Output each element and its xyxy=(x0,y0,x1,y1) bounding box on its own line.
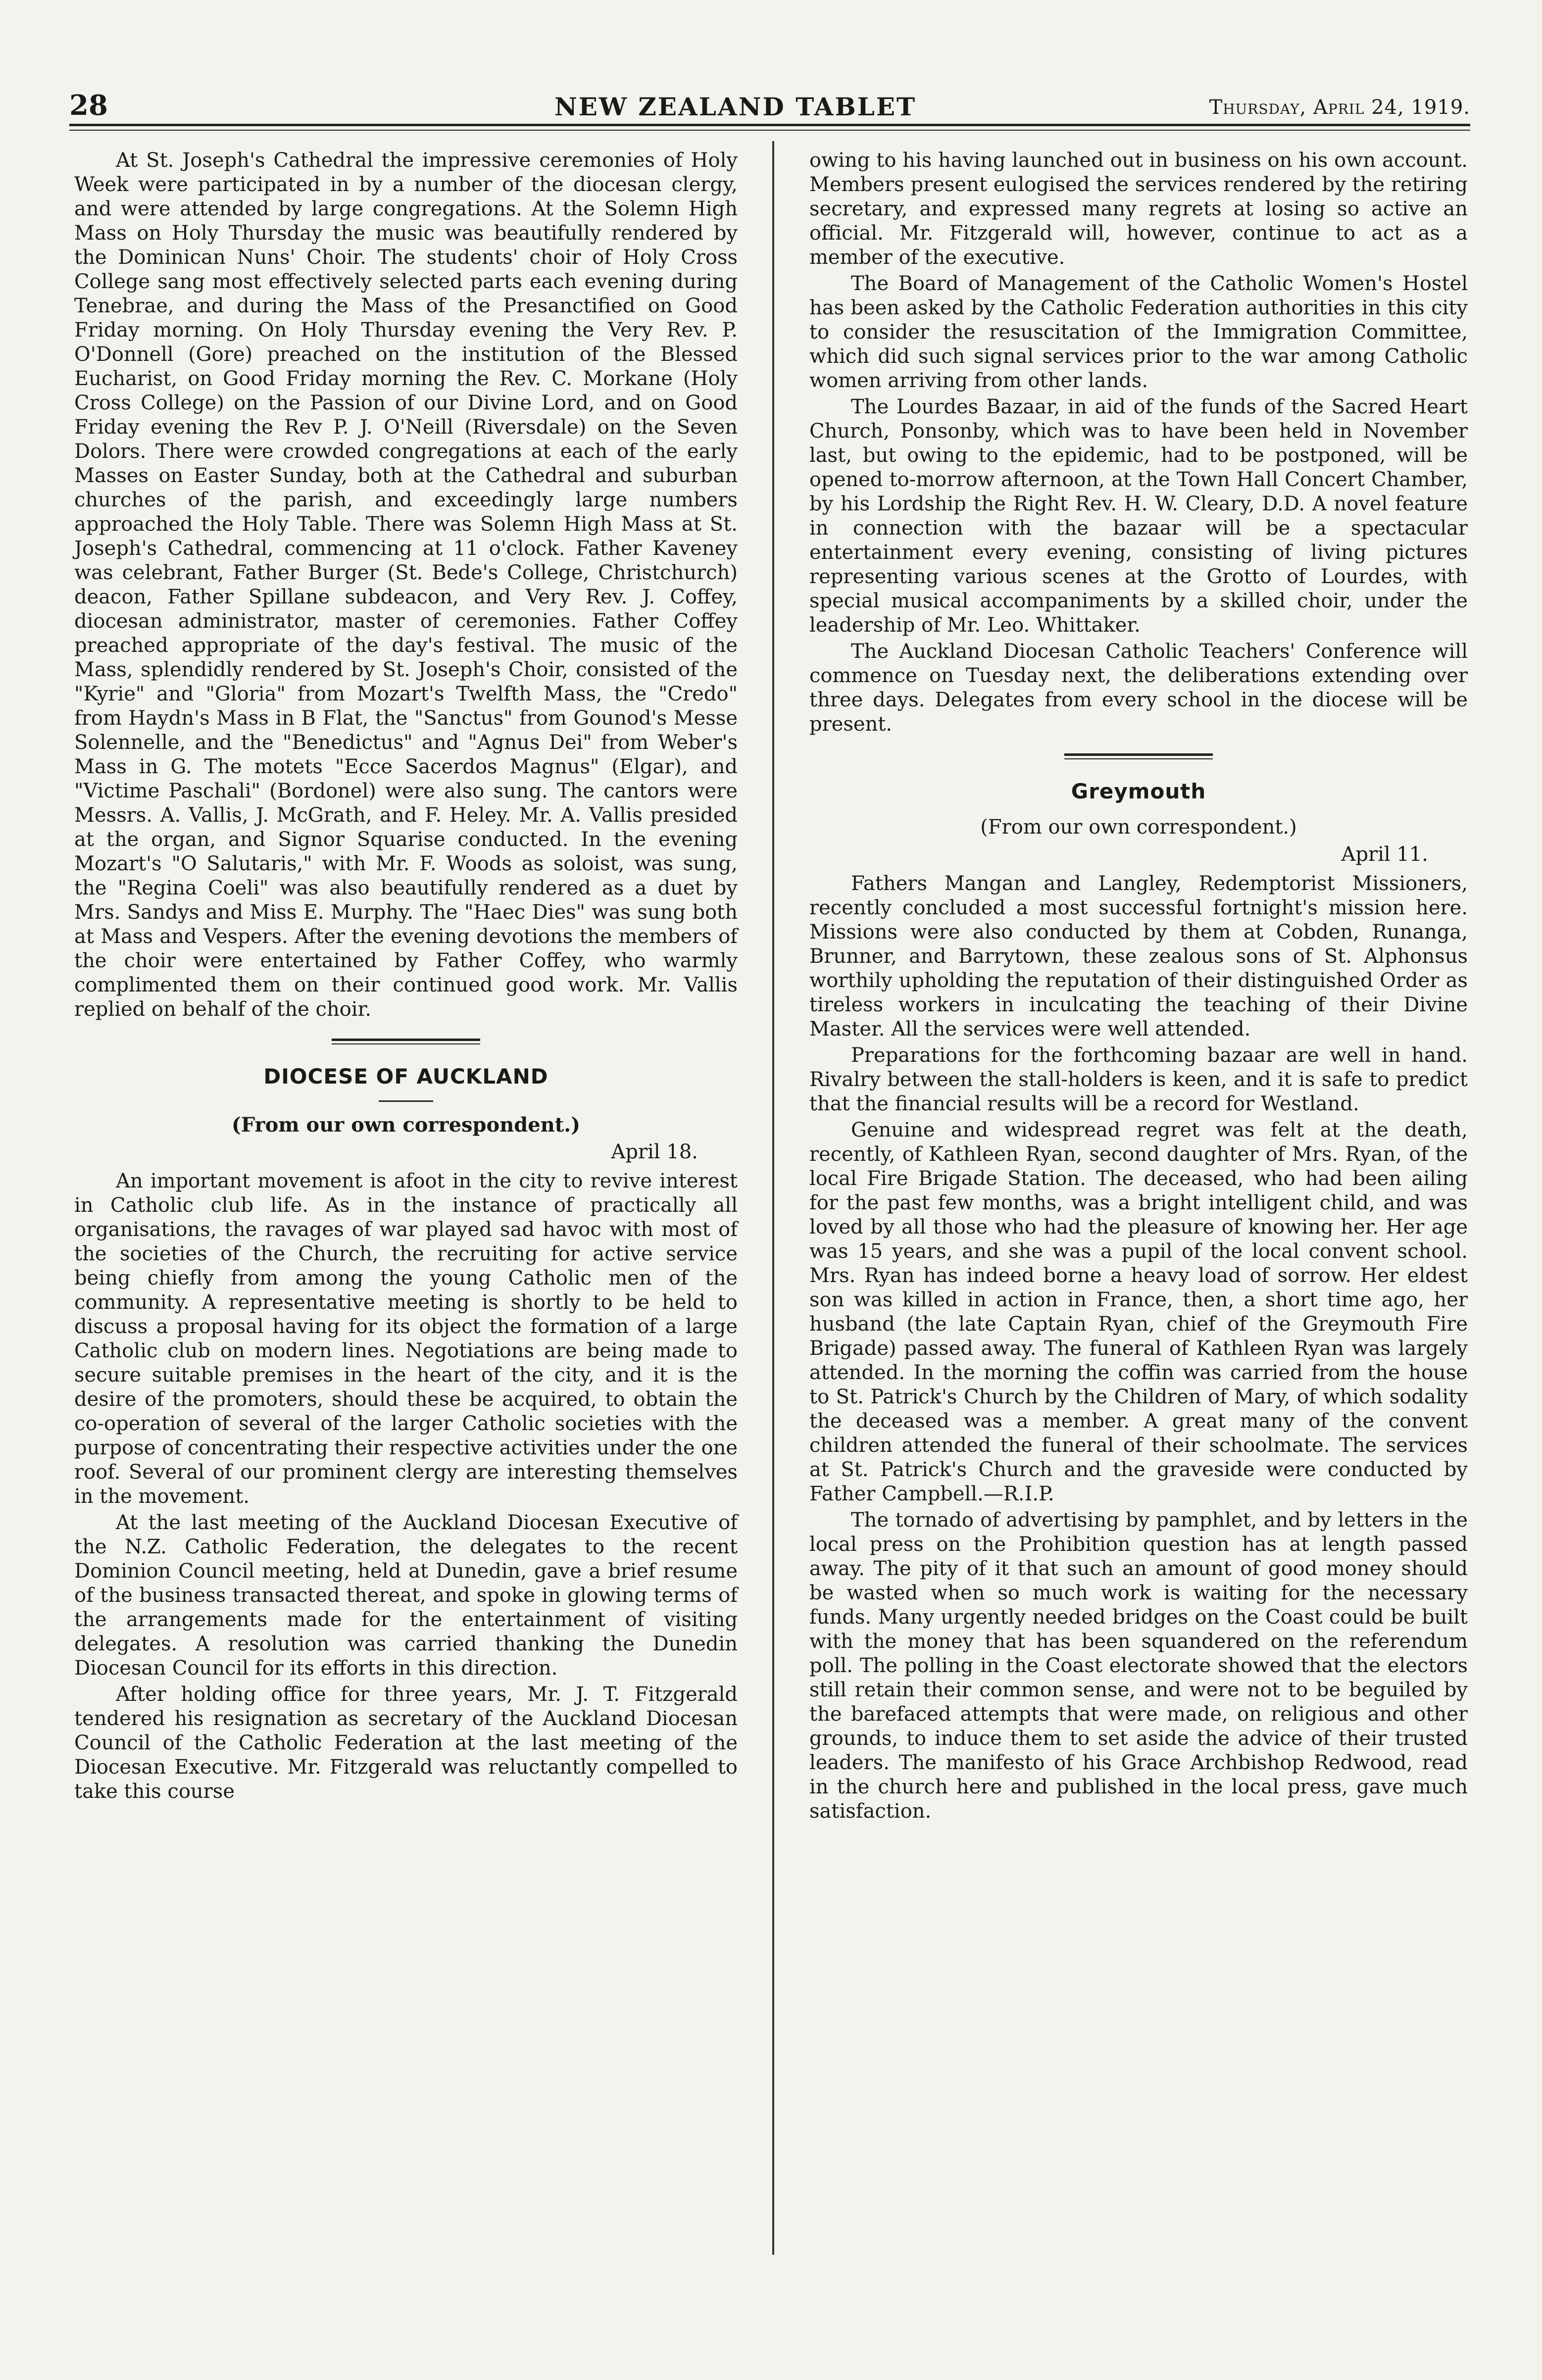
greymouth-paragraph: Fathers Mangan and Langley, Redemptorist Missioners, recently concluded a most successful fortnight's mission here. Missions were also conducted by them at Cobden, Runanga, Brunner, and Barrytown, these zealous sons of St. Alphonsus worthily upholding the reputation of their distinguished Order as tireless workers in inculcating the teaching of their Divine Master. All the services were well attended. xyxy=(809,872,1468,1041)
page-header xyxy=(69,89,1470,124)
continuation-paragraph: The Lourdes Bazaar, in aid of the funds of the Sacred Heart Church, Ponsonby, which was to have been held in November last, but owing to the epidemic, had to be postponed, will be opened to-morrow afternoon, at the Town Hall Concert Chamber, by his Lordship the Right Rev. H. W. Cleary, D.D. A novel feature in connection with the bazaar will be a spectacular entertainment every evening, consisting of living pictures representing various scenes at the Grotto of Lourdes, with special musical accompaniments by a skilled choir, under the leadership of Mr. Leo. Whittaker. xyxy=(809,396,1468,637)
column-divider xyxy=(772,141,774,2255)
greymouth-paragraph: Preparations for the forthcoming bazaar are well in hand. Rivalry between the stall-holders is keen, and it is safe to predict that the financial results will be a record for Westland. xyxy=(809,1044,1468,1115)
greymouth-correspondent: (From our own correspondent.) xyxy=(980,816,1297,839)
section-separator xyxy=(332,1039,480,1044)
greymouth-dateline: April 11. xyxy=(1341,843,1428,866)
auckland-paragraph: After holding office for three years, Mr. J. T. Fitzgerald tendered his resignation as secretary of the Auckland Diocesan Council of the Catholic Federation at the last meeting of the Diocesan Executive. Mr. Fitzgerald was reluctantly compelled to take this course xyxy=(74,1683,738,1803)
continuation-paragraph: The Auckland Diocesan Catholic Teachers' Conference will commence on Tuesday next, the deliberations extending over three days. Delegates from every school in the diocese will be present. xyxy=(809,640,1468,736)
auckland-heading: DIOCESE OF AUCKLAND xyxy=(263,1064,548,1089)
right-column xyxy=(809,149,1468,1824)
cathedral-paragraph: At St. Joseph's Cathedral the impressive ceremonies of Holy Week were participated in by a number of the diocesan clergy, and were attended by large congregations. At the Solemn High Mass on Holy Thursday the music was beautifully rendered by the Dominican Nuns' Choir. The students' choir of Holy Cross College sang most effectively selected parts each evening during Tenebrae, and during the Mass of the Presanctified on Good Friday morning. On Holy Thursday evening the Very Rev. P. O'Donnell (Gore) preached on the institution of the Blessed Eucharist, on Good Friday morning the Rev. C. Morkane (Holy Cross College) on the Passion of our Divine Lord, and on Good Friday evening the Rev P. J. O'Neill (Riversdale) on the Seven Dolors. There were crowded congregations at each of the early Masses on Easter Sunday, both at the Cathedral and suburban churches of the parish, and exceedingly large numbers approached the Holy Table. There was Solemn High Mass at St. Joseph's Cathedral, commencing at 11 o'clock. Father Kaveney was celebrant, Father Burger (St. Bede's College, Christchurch) deacon, Father Spillane subdeacon, and Very Rev. J. Coffey, diocesan administrator, master of ceremonies. Father Coffey preached appropriate of the day's festival. The music of the Mass, splendidly rendered by St. Joseph's Choir, consisted of the "Kyrie" and "Gloria" from Mozart's Twelfth Mass, the "Credo" from Haydn's Mass in B Flat, the "Sanctus" from Gounod's Messe Solennelle, and the "Benedictus" and "Agnus Dei" from Weber's Mass in G. The motets "Ecce Sacerdos Magnus" (Elgar), and "Victime Paschali" (Bordonel) were also sung. The cantors were Messrs. A. Vallis, J. McGrath, and F. Heley. Mr. A. Vallis presided at the organ, and Signor Squarise conducted. In the evening Mozart's "O Salutaris," with Mr. F. Woods as soloist, was sung, the "Regina Coeli" was also beautifully rendered as a duet by Mrs. Sandys and Miss E. Murphy. The "Haec Dies" was sung both at Mass and Vespers. After the evening devotions the members of the choir were entertained by Father Coffey, who warmly complimented them on their continued good work. Mr. Vallis replied on behalf of the choir. xyxy=(74,149,738,1021)
header-rule xyxy=(69,124,1470,126)
issue-date: Thursday, April 24, 1919. xyxy=(1209,96,1470,119)
continuation-paragraph: The Board of Management of the Catholic Women's Hostel has been asked by the Catholic Federation authorities in this city to consider the resuscitation of the Immigration Committee, which did such signal services prior to the war among Catholic women arriving from other lands. xyxy=(809,272,1468,392)
page-number: 28 xyxy=(69,89,108,122)
greymouth-heading: Greymouth xyxy=(1071,779,1206,803)
auckland-correspondent: (From our own correspondent.) xyxy=(231,1113,581,1137)
masthead-title: NEW ZEALAND TABLET xyxy=(554,92,917,121)
auckland-paragraph: At the last meeting of the Auckland Diocesan Executive of the N.Z. Catholic Federation, the delegates to the recent Dominion Council meeting, held at Dunedin, gave a brief resume of the business transacted thereat, and spoke in glowing terms of the arrangements made for the entertainment of visiting delegates. A resolution was carried thanking the Dunedin Diocesan Council for its efforts in this direction. xyxy=(74,1511,738,1680)
continuation-paragraph: owing to his having launched out in business on his own account. Members present eulogised the services rendered by the retiring secretary, and expressed many regrets at losing so active an official. Mr. Fitzgerald will, however, continue to act as a member of the executive. xyxy=(809,149,1468,269)
header-rule-thin xyxy=(69,130,1470,131)
heading-rule xyxy=(379,1100,433,1102)
left-column xyxy=(74,149,738,1804)
greymouth-paragraph: Genuine and widespread regret was felt at the death, recently, of Kathleen Ryan, second daughter of Mrs. Ryan, of the local Fire Brigade Station. The deceased, who had been ailing for the past few months, was a bright intelligent child, and was loved by all those who had the pleasure of knowing her. Her age was 15 years, and she was a pupil of the local convent school. Mrs. Ryan has indeed borne a heavy load of sorrow. Her eldest son was killed in action in France, then, a short time ago, her husband (the late Captain Ryan, chief of the Greymouth Fire Brigade) passed away. The funeral of Kathleen Ryan was largely attended. In the morning the coffin was carried from the house to St. Patrick's Church by the Children of Mary, of which sodality the deceased was a member. A great many of the convent children attended the funeral of their schoolmate. The services at St. Patrick's Church and the graveside were conducted by Father Campbell.—R.I.P. xyxy=(809,1119,1468,1505)
greymouth-paragraph: The tornado of advertising by pamphlet, and by letters in the local press on the Prohibition question has at length passed away. The pity of it that such an amount of good money should be wasted when so much work is waiting for the necessary funds. Many urgently needed bridges on the Coast could be built with the money that has been squandered on the referendum poll. The polling in the Coast electorate showed that the electors still retain their common sense, and were not to be beguiled by the barefaced attempts that were made, on religious and other grounds, to induce them to set aside the advice of their trusted leaders. The manifesto of his Grace Archbishop Redwood, read in the church here and published in the local press, gave much satisfaction. xyxy=(809,1509,1468,1823)
auckland-paragraph: An important movement is afoot in the city to revive interest in Catholic club life. As in the instance of practically all organisations, the ravages of war played sad havoc with most of the societies of the Church, the recruiting for active service being chiefly from among the young Catholic men of the community. A representative meeting is shortly to be held to discuss a proposal having for its object the formation of a large Catholic club on modern lines. Negotiations are being made to secure suitable premises in the heart of the city, and it is the desire of the promoters, should these be acquired, to obtain the co-operation of several of the larger Catholic societies with the purpose of concentrating their respective activities under the one roof. Several of our prominent clergy are interesting themselves in the movement. xyxy=(74,1170,738,1508)
section-separator xyxy=(1064,753,1213,759)
auckland-dateline: April 18. xyxy=(611,1140,698,1163)
